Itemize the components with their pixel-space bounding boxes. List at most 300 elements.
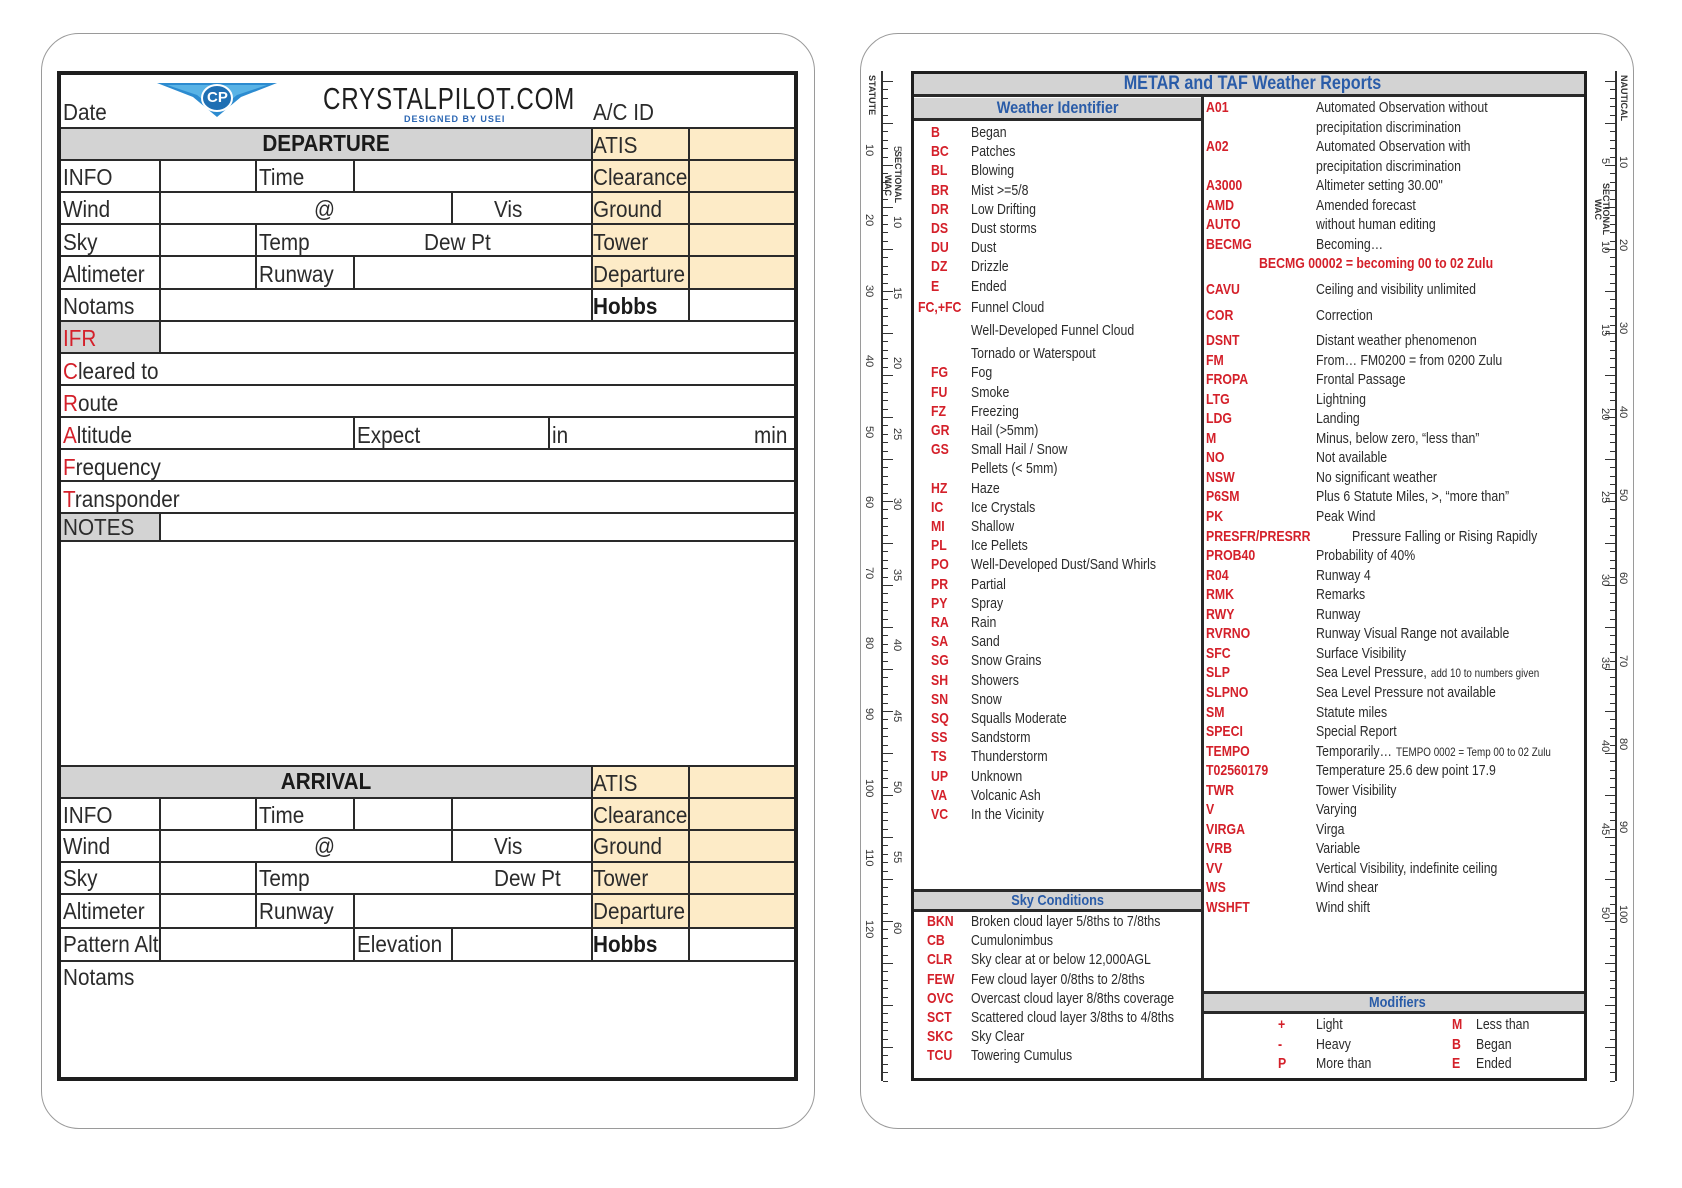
logo-badge: CP bbox=[207, 89, 228, 106]
ruler-tick bbox=[1610, 476, 1615, 477]
arr-ground-label: Ground bbox=[593, 833, 663, 859]
grid-divider bbox=[159, 159, 161, 320]
arr-runway-label: Runway bbox=[259, 898, 334, 924]
ruler-tick bbox=[883, 627, 893, 628]
report-desc: precipitation discrimination bbox=[1316, 118, 1461, 136]
ruler-tick bbox=[883, 820, 888, 821]
grid-divider bbox=[353, 797, 355, 829]
becmg-example-note: BECMG 00002 = becoming 00 to 02 Zulu bbox=[1259, 255, 1494, 273]
report-code: R04 bbox=[1206, 566, 1229, 584]
column-divider bbox=[1201, 96, 1204, 1081]
sky-code: FEW bbox=[927, 970, 955, 988]
arr-sky-label: Sky bbox=[63, 865, 98, 891]
ruler-tick bbox=[1610, 257, 1615, 258]
dep-tower-label: Tower bbox=[593, 229, 649, 255]
ruler-tick bbox=[883, 106, 888, 107]
dep-time-label: Time bbox=[259, 164, 305, 190]
report-code: SFC bbox=[1206, 644, 1231, 662]
ruler-tick bbox=[1610, 845, 1615, 846]
report-code: T02560179 bbox=[1206, 762, 1269, 780]
ruler-tick bbox=[883, 560, 888, 561]
ruler-number: 5 bbox=[1599, 158, 1611, 165]
report-desc: Temporarily… TEMPO 0002 = Temp 00 to 02 Zulu bbox=[1316, 742, 1551, 760]
report-code: SPECI bbox=[1206, 723, 1243, 741]
arr-pattern-alt-label: Pattern Alt bbox=[63, 931, 159, 957]
weather-desc: Freezing bbox=[971, 402, 1019, 420]
weather-identifier-header: Weather Identifier bbox=[914, 98, 1201, 118]
ruler-tick bbox=[1610, 89, 1615, 90]
ruler-tick bbox=[883, 795, 893, 796]
weather-desc: Low Drifting bbox=[971, 200, 1036, 218]
report-code: V bbox=[1206, 801, 1215, 819]
ruler-tick bbox=[1605, 459, 1615, 460]
modifier-desc: Light bbox=[1316, 1016, 1343, 1033]
ruler-tick bbox=[883, 955, 888, 956]
report-code: P6SM bbox=[1206, 488, 1240, 506]
ruler-tick bbox=[883, 661, 888, 662]
ruler-number: 15 bbox=[891, 286, 903, 299]
ruler-tick bbox=[883, 938, 888, 939]
ruler-number: 15 bbox=[1599, 324, 1611, 337]
ruler-tick bbox=[1610, 862, 1615, 863]
weather-code: FU bbox=[931, 383, 948, 401]
wac-label: WAC bbox=[1593, 199, 1603, 220]
ruler-tick bbox=[1610, 719, 1615, 720]
ruler-tick bbox=[883, 845, 888, 846]
ruler-statute-sectional bbox=[863, 71, 909, 1081]
arr-wind-label: Wind bbox=[63, 833, 111, 859]
ruler-tick bbox=[883, 703, 888, 704]
report-desc: precipitation discrimination bbox=[1316, 157, 1461, 175]
ruler-tick bbox=[1610, 736, 1615, 737]
ruler-tick bbox=[883, 543, 893, 544]
report-desc: Ceiling and visibility unlimited bbox=[1316, 280, 1476, 298]
ruler-tick bbox=[1610, 341, 1615, 342]
report-desc: Surface Visibility bbox=[1316, 644, 1407, 662]
ruler-tick bbox=[1610, 778, 1615, 779]
ruler-tick bbox=[883, 299, 888, 300]
ruler-tick bbox=[883, 316, 888, 317]
dep-atis-label: ATIS bbox=[593, 132, 638, 158]
dep-info-label: INFO bbox=[63, 164, 113, 190]
weather-desc: Pellets (< 5mm) bbox=[971, 460, 1058, 478]
ruler-tick bbox=[1610, 955, 1615, 956]
ruler-tick bbox=[1610, 896, 1615, 897]
ruler-tick bbox=[1605, 543, 1615, 544]
ruler-tick bbox=[1610, 350, 1615, 351]
weather-code: HZ bbox=[931, 479, 948, 497]
frequency-label: Frequency bbox=[63, 454, 161, 480]
dep-ground-label: Ground bbox=[593, 196, 663, 222]
route-label: Route bbox=[63, 390, 119, 416]
weather-code: DS bbox=[931, 220, 949, 237]
ruler-tick bbox=[1610, 1072, 1615, 1073]
ruler-tick bbox=[883, 761, 888, 762]
ruler-tick bbox=[883, 308, 888, 309]
ruler-number: 5 bbox=[891, 145, 903, 152]
grid-divider bbox=[353, 255, 355, 288]
weather-code: SN bbox=[931, 690, 949, 708]
modifier-desc: Began bbox=[1476, 1035, 1512, 1053]
notes-area[interactable] bbox=[61, 540, 798, 765]
ruler-tick bbox=[883, 745, 888, 746]
ruler-tick bbox=[1610, 619, 1615, 620]
ruler-number: 40 bbox=[1617, 405, 1629, 418]
weather-reference-panel bbox=[911, 71, 1587, 1081]
ruler-tick bbox=[1610, 400, 1615, 401]
ruler-tick bbox=[1610, 887, 1615, 888]
sky-desc: Sky Clear bbox=[971, 1028, 1025, 1046]
weather-desc: Spray bbox=[971, 594, 1004, 612]
ruler-tick bbox=[883, 509, 888, 510]
ruler-tick bbox=[1610, 148, 1615, 149]
ruler-tick bbox=[883, 123, 893, 124]
ruler-tick bbox=[883, 383, 888, 384]
report-desc: Automated Observation with bbox=[1316, 138, 1471, 156]
ruler-tick bbox=[883, 215, 888, 216]
report-desc: without human editing bbox=[1316, 216, 1436, 234]
ruler-tick bbox=[883, 971, 888, 972]
in-label: in bbox=[552, 422, 569, 448]
ruler-tick bbox=[883, 98, 888, 99]
ruler-tick bbox=[883, 602, 888, 603]
ruler-tick bbox=[1605, 795, 1615, 796]
weather-desc: Squalls Moderate bbox=[971, 710, 1067, 727]
ruler-tick bbox=[1610, 728, 1615, 729]
weather-desc: Shallow bbox=[971, 518, 1015, 535]
ruler-tick bbox=[883, 392, 888, 393]
ruler-tick bbox=[1610, 316, 1615, 317]
weather-code: BR bbox=[931, 181, 949, 199]
ruler-tick bbox=[1610, 173, 1615, 174]
departure-title: DEPARTURE bbox=[262, 130, 390, 156]
arr-time-label: Time bbox=[259, 802, 305, 828]
ruler-tick bbox=[1610, 568, 1615, 569]
ruler-number: 110 bbox=[863, 849, 875, 867]
grid-divider bbox=[688, 127, 690, 320]
weather-desc: Blowing bbox=[971, 162, 1015, 180]
report-desc: Becoming… bbox=[1316, 235, 1383, 253]
ruler-tick bbox=[1610, 518, 1615, 519]
ruler-tick bbox=[883, 81, 893, 82]
weather-desc: Funnel Cloud bbox=[971, 298, 1045, 316]
report-code: SLPNO bbox=[1206, 683, 1249, 701]
ruler-tick bbox=[1610, 266, 1615, 267]
ruler-tick bbox=[1610, 1013, 1615, 1014]
modifier-code: P bbox=[1278, 1055, 1287, 1072]
arr-dewpt-label: Dew Pt bbox=[494, 865, 561, 891]
weather-desc: Smoke bbox=[971, 383, 1010, 401]
report-desc: Correction bbox=[1316, 306, 1373, 324]
ruler-number: 35 bbox=[1599, 657, 1611, 670]
weather-code: GR bbox=[931, 422, 950, 439]
modifier-desc: Heavy bbox=[1316, 1035, 1351, 1053]
ruler-tick bbox=[1605, 165, 1615, 166]
report-code: DSNT bbox=[1206, 332, 1240, 350]
ruler-tick bbox=[883, 829, 888, 830]
weather-desc: Sandstorm bbox=[971, 729, 1031, 747]
ruler-tick bbox=[883, 988, 888, 989]
ruler-tick bbox=[883, 451, 888, 452]
ruler-tick bbox=[883, 341, 888, 342]
ruler-tick bbox=[883, 493, 888, 494]
ruler-tick bbox=[883, 913, 888, 914]
grid-rule bbox=[61, 540, 798, 542]
ruler-tick bbox=[883, 644, 888, 645]
ruler-number: 70 bbox=[863, 566, 875, 580]
report-code: NO bbox=[1206, 449, 1225, 467]
report-desc: Frontal Passage bbox=[1316, 371, 1406, 389]
ruler-tick bbox=[883, 787, 888, 788]
weather-desc: Mist >=5/8 bbox=[971, 181, 1029, 199]
ruler-tick bbox=[1610, 770, 1615, 771]
ruler-tick bbox=[883, 535, 888, 536]
ruler-tick bbox=[1610, 787, 1615, 788]
ruler-tick bbox=[883, 963, 893, 964]
weather-code: RA bbox=[931, 614, 949, 631]
report-code: RVRNO bbox=[1206, 625, 1251, 643]
grid-divider bbox=[353, 159, 355, 191]
weather-desc: Ended bbox=[971, 277, 1007, 295]
reference-title: METAR and TAF Weather Reports bbox=[914, 74, 1587, 94]
weather-code: BL bbox=[931, 162, 948, 180]
weather-desc: Small Hail / Snow bbox=[971, 441, 1068, 459]
ruler-number: 20 bbox=[1599, 407, 1611, 420]
arr-hobbs-label: Hobbs bbox=[593, 931, 658, 957]
ruler-tick bbox=[883, 224, 888, 225]
ruler-number: 100 bbox=[1617, 904, 1629, 923]
ruler-tick bbox=[883, 1047, 893, 1048]
weather-code: IC bbox=[931, 498, 944, 516]
ruler-tick bbox=[1610, 560, 1615, 561]
grid-rule bbox=[61, 448, 798, 450]
ruler-tick bbox=[883, 929, 888, 930]
date-label: Date bbox=[63, 99, 107, 125]
dep-sky-label: Sky bbox=[63, 229, 98, 255]
ruler-tick bbox=[883, 551, 888, 552]
ruler-tick bbox=[883, 686, 888, 687]
ruler-number: 90 bbox=[1617, 821, 1629, 834]
ruler-tick bbox=[883, 165, 893, 166]
report-desc: Remarks bbox=[1316, 586, 1366, 604]
modifiers-header: Modifiers bbox=[1204, 994, 1587, 1011]
modifiers-bottom-rule bbox=[1204, 1011, 1587, 1014]
report-desc: Not available bbox=[1316, 449, 1388, 467]
ruler-tick bbox=[883, 1030, 888, 1031]
report-code: RWY bbox=[1206, 605, 1235, 623]
ruler-tick bbox=[1610, 551, 1615, 552]
weather-desc: Partial bbox=[971, 575, 1006, 593]
ruler-tick bbox=[1610, 451, 1615, 452]
modifier-code: + bbox=[1278, 1016, 1286, 1033]
arr-elevation-label: Elevation bbox=[357, 931, 443, 957]
weather-code: DU bbox=[931, 239, 949, 257]
report-code: SLP bbox=[1206, 664, 1230, 682]
report-desc: Virga bbox=[1316, 820, 1345, 838]
ruler-tick bbox=[1610, 383, 1615, 384]
ruler-tick bbox=[1610, 593, 1615, 594]
ruler-tick bbox=[883, 1081, 888, 1082]
ruler-tick bbox=[1610, 467, 1615, 468]
report-code: SM bbox=[1206, 703, 1225, 721]
ruler-tick bbox=[883, 854, 888, 855]
ruler-tick bbox=[883, 241, 888, 242]
sky-desc: Cumulonimbus bbox=[971, 932, 1054, 950]
grid-rule bbox=[61, 512, 798, 514]
report-code: A01 bbox=[1206, 99, 1229, 116]
weather-code: SA bbox=[931, 633, 949, 651]
ruler-tick bbox=[883, 803, 888, 804]
ruler-tick bbox=[883, 694, 888, 695]
statute-label: STATUTE bbox=[867, 75, 877, 116]
ruler-tick bbox=[1610, 131, 1615, 132]
arr-atis-label: ATIS bbox=[593, 770, 638, 796]
sky-code: TCU bbox=[927, 1047, 953, 1065]
ruler-tick bbox=[1610, 703, 1615, 704]
notes-label: NOTES bbox=[63, 514, 135, 540]
ruler-tick bbox=[883, 585, 893, 586]
ruler-tick bbox=[1610, 929, 1615, 930]
weather-code: VA bbox=[931, 786, 948, 804]
ruler-number: 50 bbox=[1599, 906, 1611, 919]
ruler-tick bbox=[1610, 299, 1615, 300]
ruler-number: 25 bbox=[1599, 490, 1611, 504]
dep-wind-label: Wind bbox=[63, 196, 111, 222]
weather-desc: Thunderstorm bbox=[971, 748, 1048, 766]
ruler-tick bbox=[883, 350, 888, 351]
sky-desc: Sky clear at or below 12,000AGL bbox=[971, 951, 1151, 969]
weather-code: BC bbox=[931, 143, 949, 161]
ruler-tick bbox=[1610, 803, 1615, 804]
grid-divider bbox=[255, 797, 257, 829]
weather-code: DZ bbox=[931, 258, 948, 276]
report-desc: Temperature 25.6 dew point 17.9 bbox=[1316, 762, 1496, 780]
ruler-tick bbox=[1605, 711, 1615, 712]
ruler-tick bbox=[1605, 1005, 1615, 1006]
report-code: LDG bbox=[1206, 410, 1232, 428]
ifr-label: IFR bbox=[63, 325, 97, 351]
weather-code: MI bbox=[931, 518, 945, 535]
sky-code: OVC bbox=[927, 989, 954, 1007]
ruler-tick bbox=[883, 140, 888, 141]
expect-label: Expect bbox=[357, 422, 421, 448]
ruler-tick bbox=[1605, 1047, 1615, 1048]
weather-desc: Fog bbox=[971, 364, 993, 382]
ruler-tick bbox=[1610, 694, 1615, 695]
wac-label: WAC bbox=[883, 175, 893, 196]
ruler-number: 60 bbox=[891, 921, 903, 934]
ruler-tick bbox=[883, 367, 888, 368]
ruler-number: 45 bbox=[1599, 823, 1611, 836]
ruler-tick bbox=[883, 459, 893, 460]
report-desc: Altimeter setting 30.00" bbox=[1316, 177, 1443, 195]
cleared-to-label: Cleared to bbox=[63, 358, 159, 384]
modifier-code: - bbox=[1278, 1035, 1283, 1053]
ruler-tick bbox=[1610, 98, 1615, 99]
arrival-title: ARRIVAL bbox=[280, 768, 372, 794]
ruler-tick bbox=[1610, 1055, 1615, 1056]
ruler-tick bbox=[1610, 980, 1615, 981]
weather-desc: Began bbox=[971, 124, 1007, 141]
aircraft-id-label: A/C ID bbox=[593, 99, 654, 125]
ruler-nautical-sectional bbox=[1589, 71, 1635, 1081]
weather-desc: Drizzle bbox=[971, 258, 1009, 276]
ruler-number: 40 bbox=[1599, 740, 1611, 753]
report-desc: Statute miles bbox=[1316, 703, 1388, 721]
ruler-tick bbox=[883, 375, 893, 376]
modifier-code: E bbox=[1452, 1055, 1461, 1072]
grid-divider bbox=[255, 223, 257, 288]
arr-info-label: INFO bbox=[63, 802, 113, 828]
report-desc: No significant weather bbox=[1316, 468, 1438, 486]
dep-temp-label: Temp bbox=[259, 229, 310, 255]
weather-code: FG bbox=[931, 364, 949, 382]
logo-tagline: DESIGNED BY USEI bbox=[404, 114, 506, 124]
ruler-tick bbox=[1605, 81, 1615, 82]
report-code: PRESFR/PRESRR bbox=[1206, 527, 1311, 545]
sky-top-rule bbox=[914, 889, 1201, 892]
ruler-tick bbox=[1610, 871, 1615, 872]
ruler-tick bbox=[883, 1055, 888, 1056]
ruler-tick bbox=[1610, 392, 1615, 393]
weather-code: SH bbox=[931, 671, 949, 689]
ruler-tick bbox=[883, 904, 888, 905]
ruler-tick bbox=[1610, 820, 1615, 821]
report-desc: Landing bbox=[1316, 410, 1360, 428]
ruler-tick bbox=[883, 1005, 893, 1006]
modifier-desc: More than bbox=[1316, 1055, 1372, 1072]
grid-divider bbox=[688, 765, 690, 960]
report-code: A02 bbox=[1206, 138, 1229, 156]
weather-desc: Showers bbox=[971, 671, 1019, 689]
report-desc: Runway 4 bbox=[1316, 566, 1371, 584]
ruler-tick bbox=[883, 1072, 888, 1073]
report-code: WS bbox=[1206, 879, 1226, 897]
weather-desc: Volcanic Ash bbox=[971, 786, 1041, 804]
report-desc: Special Report bbox=[1316, 723, 1397, 741]
weather-desc: Dust storms bbox=[971, 220, 1037, 237]
ruler-tick bbox=[883, 257, 888, 258]
ruler-number: 120 bbox=[863, 919, 875, 939]
ruler-tick bbox=[1610, 274, 1615, 275]
ruler-tick bbox=[1610, 484, 1615, 485]
ruler-tick bbox=[883, 812, 888, 813]
ruler-tick bbox=[1605, 753, 1615, 754]
grid-divider bbox=[255, 861, 257, 927]
ruler-tick bbox=[883, 115, 888, 116]
weather-desc: Snow bbox=[971, 690, 1002, 708]
grid-rule bbox=[61, 960, 798, 962]
ruler-tick bbox=[883, 593, 888, 594]
ruler-number: 30 bbox=[1617, 322, 1629, 335]
ruler-number: 50 bbox=[891, 780, 903, 793]
ruler-tick bbox=[1610, 761, 1615, 762]
ruler-number: 80 bbox=[1617, 738, 1629, 751]
grid-rule bbox=[61, 416, 798, 418]
ruler-tick bbox=[1610, 358, 1615, 359]
logo-wordmark: CRYSTALPILOT.COM bbox=[323, 81, 576, 116]
ruler-tick bbox=[883, 425, 888, 426]
ruler-tick bbox=[883, 719, 888, 720]
report-code: PROB40 bbox=[1206, 547, 1256, 565]
grid-divider bbox=[353, 416, 355, 448]
ruler-tick bbox=[1610, 1022, 1615, 1023]
modifier-code: B bbox=[1452, 1035, 1461, 1053]
ruler-tick bbox=[883, 131, 888, 132]
grid-divider bbox=[159, 797, 161, 960]
ruler-tick bbox=[883, 325, 888, 326]
ruler-tick bbox=[883, 568, 888, 569]
